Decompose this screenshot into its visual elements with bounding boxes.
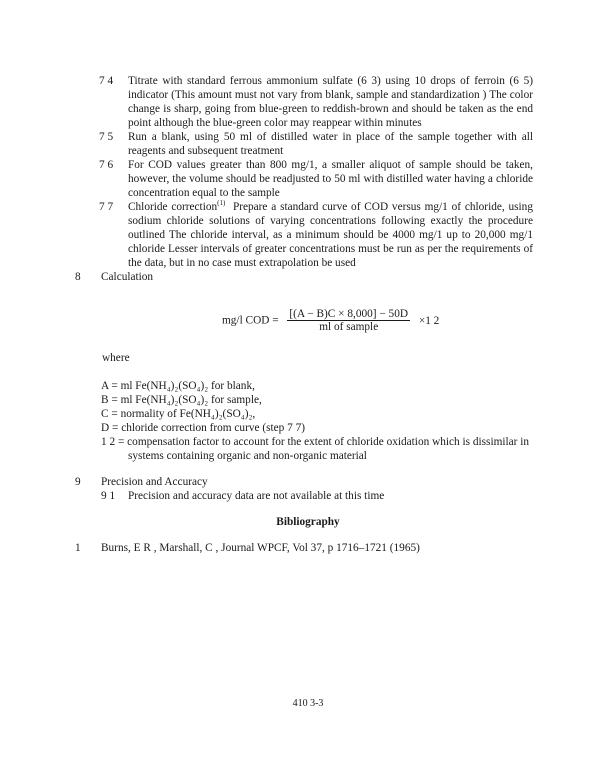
page-number: 410 3-3 [292, 698, 324, 709]
where-label: where [102, 352, 130, 364]
formula-factor: ×1 2 [418, 314, 440, 327]
definition [101, 421, 541, 435]
definition [101, 435, 541, 449]
definition-symbol: B = [101, 394, 118, 406]
step-number: 7 6 [99, 159, 114, 171]
step-body: Prepare a standard curve of COD versus mg/1 of chloride, using sodium chloride solutions of varying concentrations following exactly the procedure outlined The chloride interval, as a minimum should be 4000 mg/1 up to 20,000 mg/1 chloride Lesser intervals of greater concentrations must be run as per the requirements of the data, but in no case must extrapolation be used [128, 201, 533, 269]
step-text: Titrate with standard ferrous ammonium sulfate (6 3) using 10 drops of ferroin (6 5) indicator (This amount must not vary from blank, sample and standardization ) The color change is sharp, going from blue-green to reddish-brown and should be taken as the end point although the blue-green color may reappear within minutes [128, 75, 533, 129]
step-number: 7 7 [99, 201, 114, 213]
definition-symbol: 1 2 = [101, 436, 125, 448]
step-text: Precision and accuracy data are not available at this time [128, 490, 385, 502]
cod-formula [222, 308, 439, 333]
step-text: Run a blank, using 50 ml of distilled water in place of the sample together with all reagents and subsequent treatment [128, 131, 533, 157]
step-number: 7 4 [99, 75, 114, 87]
definition [101, 393, 541, 407]
step-title: Chloride correction [128, 201, 218, 213]
footnote-ref: (1) [217, 199, 226, 208]
reference-text: Burns, E R , Marshall, C , Journal WPCF, Vol 37, p 1716–1721 (1965) [101, 542, 420, 554]
definition-text: chloride correction from curve (step 7 7) [121, 422, 305, 434]
definition-symbol: A = [101, 380, 118, 392]
step-number: 7 5 [99, 131, 114, 143]
formula-denominator: ml of sample [319, 321, 379, 333]
formula-numerator: [(A − B)C × 8,000] − 50D [289, 308, 409, 320]
step-text [128, 200, 533, 270]
definition [101, 379, 541, 393]
definition-symbol: C = [101, 408, 118, 420]
definition-text: compensation factor to account for the extent of chloride oxidation which is dissimilar in [127, 436, 530, 448]
definition [101, 407, 541, 421]
step-number: 9 1 [101, 490, 116, 502]
definition-text: ml Fe(NH₄)₂(SO₄)₂ for sample, [120, 394, 262, 406]
definition-symbol: D = [101, 422, 119, 434]
formula-lhs: mg/l COD = [222, 314, 279, 327]
reference-number: 1 [75, 542, 81, 554]
definitions-list [101, 379, 541, 463]
section-title: Precision and Accuracy [101, 476, 208, 488]
section-number: 9 [75, 476, 81, 488]
definition-continuation: systems containing organic and non-organic material [128, 450, 367, 462]
section-title: Calculation [101, 271, 154, 283]
section-number: 8 [75, 271, 81, 283]
definition-text: ml Fe(NH₄)₂(SO₄)₂ for blank, [120, 380, 255, 392]
step-text: For COD values greater than 800 mg/1, a smaller aliquot of sample should be taken, however, the volume should be readjusted to 50 ml with distilled water having a chloride concentration equal to the sample [128, 159, 533, 199]
bibliography-heading: Bibliography [276, 516, 340, 528]
definition-text: normality of Fe(NH₄)₂(SO₄)₂, [120, 408, 256, 420]
